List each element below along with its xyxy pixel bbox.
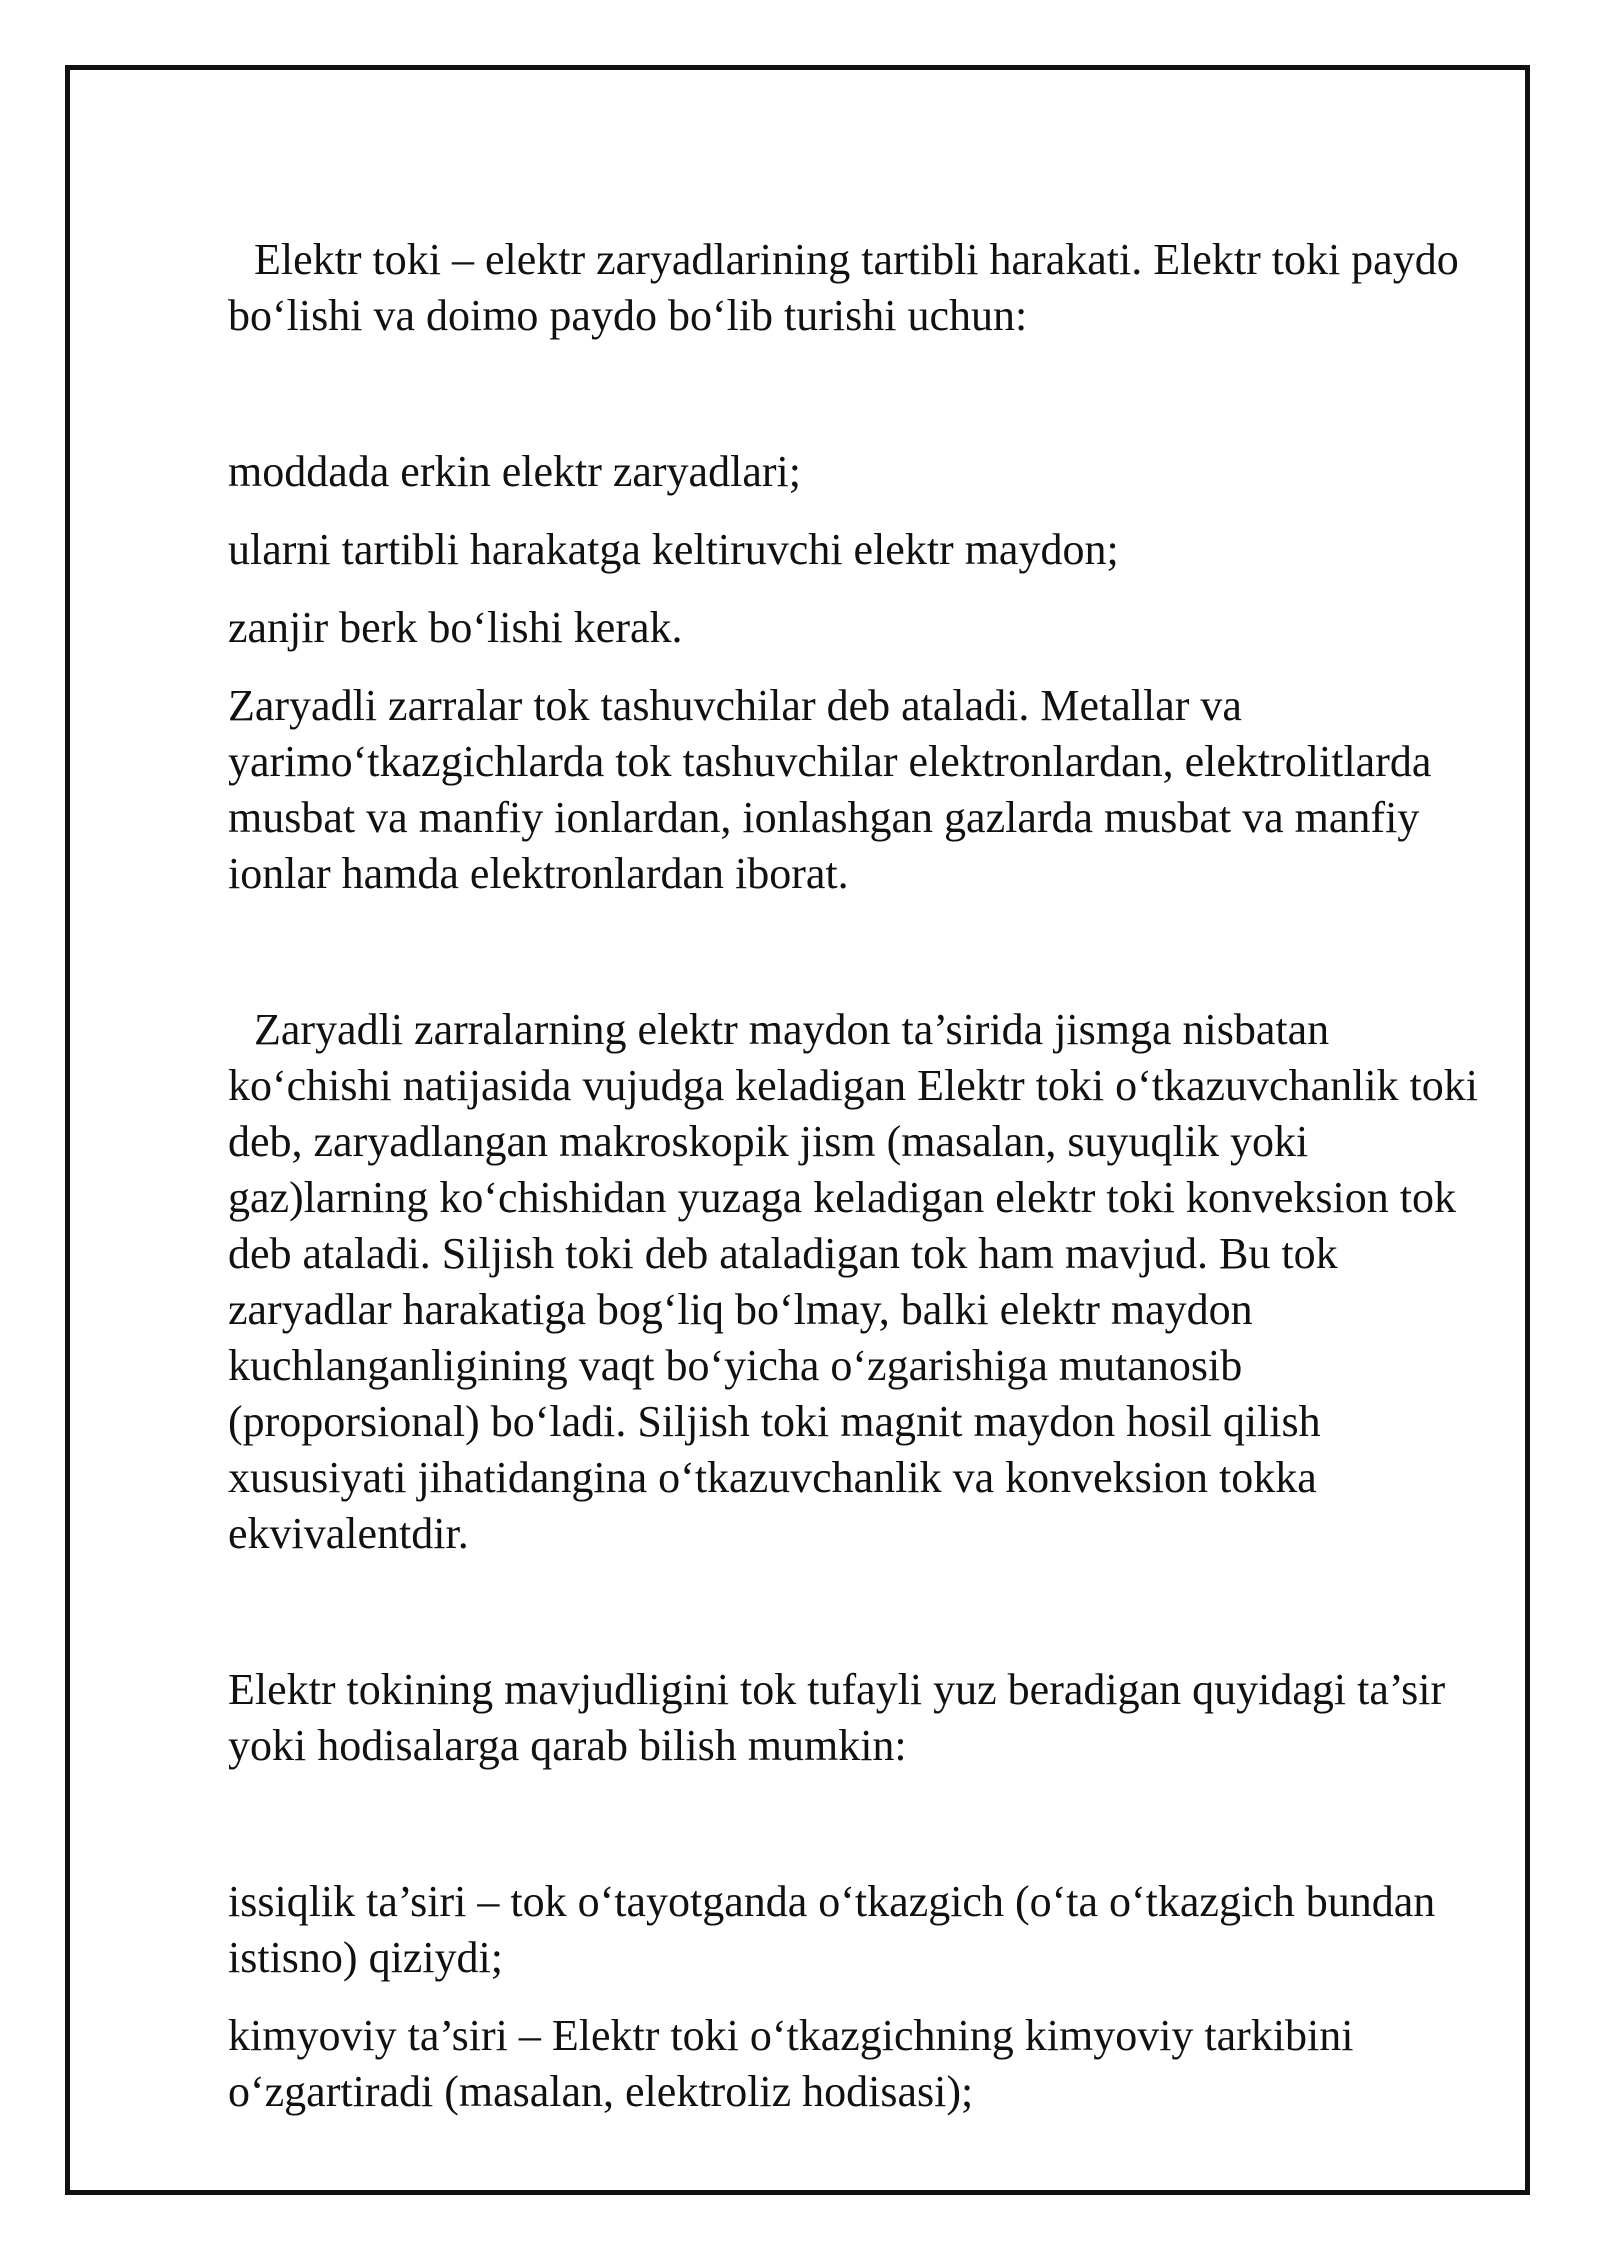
condition-item: moddada erkin elektr zaryadlari; xyxy=(228,447,801,496)
condition-item: zanjir berk bo‘lishi kerak. xyxy=(228,603,683,652)
document-body xyxy=(228,232,1498,2142)
condition-item: ularni tartibli harakatga keltiruvchi elektr maydon; xyxy=(228,525,1119,574)
carriers-paragraph: Zaryadli zarralar tok tashuvchilar deb ataladi. Metallar va yarimo‘tkazgichlarda tok tashuvchilar elektronlardan, elektrolitlarda musbat va manfiy ionlardan, ionlashgan gazlarda musbat va manfiy ionlar hamda elektronlardan iborat. xyxy=(228,681,1432,898)
current-types-paragraph: Zaryadli zarralarning elektr maydon ta’sirida jismga nisbatan ko‘chishi natijasida vujudga keladigan Elektr toki o‘tkazuvchanlik toki deb, zaryadlangan makroskopik jism (masalan, suyuqlik yoki gaz)larning ko‘chishidan yuzaga keladigan elektr toki konveksion tok deb ataladi. Siljish toki deb ataladigan tok ham mavjud. Bu tok zaryadlar harakatiga bog‘liq bo‘lmay, balki elektr maydon kuchlanganligining vaqt bo‘yicha o‘zgarishiga mutanosib (proporsional) bo‘ladi. Siljish toki magnit maydon hosil qilish xususiyati jihatidangina o‘tkazuvchanlik va konveksion tokka ekvivalentdir. xyxy=(228,1005,1479,1558)
effects-intro-paragraph: Elektr tokining mavjudligini tok tufayli yuz beradigan quyidagi ta’sir yoki hodisalarga qarab bilish mumkin: xyxy=(228,1665,1446,1770)
intro-paragraph: Elektr toki – elektr zaryadlarining tartibli harakati. Elektr toki paydo bo‘lishi va doimo paydo bo‘lib turishi uchun: xyxy=(228,235,1459,340)
effect-item: kimyoviy ta’siri – Elektr toki o‘tkazgichning kimyoviy tarkibini o‘zgartiradi (masalan, elektroliz hodisasi); xyxy=(228,2011,1354,2116)
effect-item: issiqlik ta’siri – tok o‘tayotganda o‘tkazgich (o‘ta o‘tkazgich bundan istisno) qiziydi; xyxy=(228,1877,1436,1982)
